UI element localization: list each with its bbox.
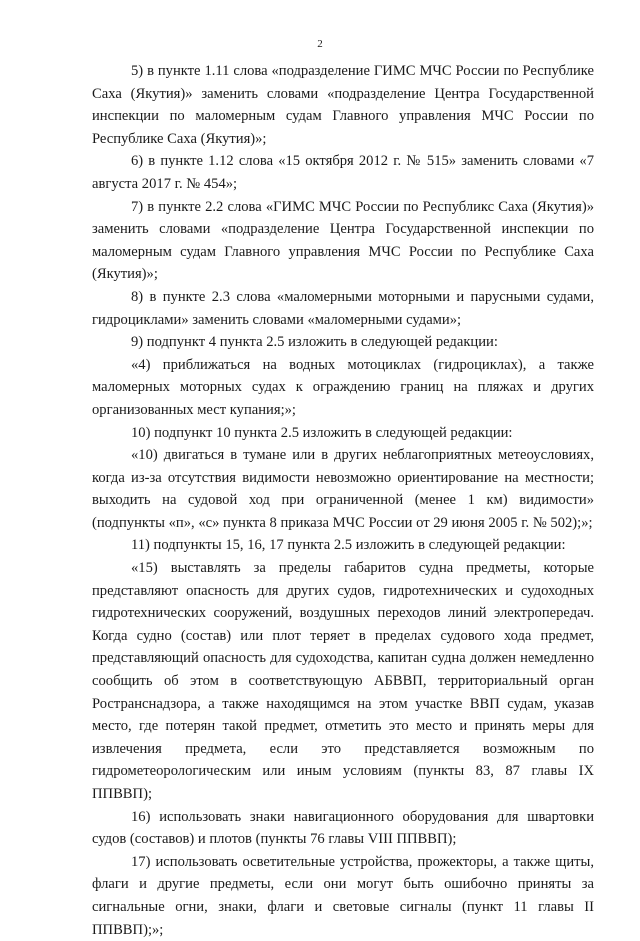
paragraph-item-9: 9) подпункт 4 пункта 2.5 изложить в следующей редакции: [131,334,498,351]
paragraph-item-10: 10) подпункт 10 пункта 2.5 изложить в следующей редакции: [131,424,513,441]
paragraph-subitem-10: «10) двигаться в тумане или в других неблагоприятных метеоусловиях, когда из-за отсутствия видимости невозможно ориентирование на местности; выходить на судовой ход при ограниченной (менее 1 км) видимости» (подпункты «п», «с» пункта 8 приказа МЧС России от 29 июня 2005 г. № 502);»; [92,447,594,531]
paragraph-item-8: 8) в пункте 2.3 слова «маломерными моторными и парусными судами, гидроциклами» заменить словами «маломерными судами»; [92,288,594,328]
document-body [92,60,594,941]
page-number: 2 [317,38,323,50]
paragraph-item-5: 5) в пункте 1.11 слова «подразделение ГИМС МЧС России по Республике Саха (Якутия)» заменить словами «подразделение Центра Государственной инспекции по маломерным судам Главного управления МЧС России по Республике Саха (Якутия)»; [92,63,594,147]
paragraph-subitem-15: «15) выставлять за пределы габаритов судна предметы, которые представляют опасность для других судов, гидротехнических и судоходных гидротехнических сооружений, воздушных переходов линий электропередач. Когда судно (состав) или плот теряет в пределах судового хода предмет, представляющий опасность для судоходства, капитан судна должен немедленно сообщить об этом в соответствующую АБВВП, территориальный орган Ространснадзора, а также находящимся на этом участке ВВП судам, указав место, где потерян такой предмет, отметить это место и принять меры для извлечения предмета, если это представляется возможным по гидрометеорологическим или иным условиям (пункты 83, 87 главы IX ППВВП); [92,560,594,802]
paragraph-item-11: 11) подпункты 15, 16, 17 пункта 2.5 изложить в следующей редакции: [131,537,566,554]
paragraph-item-7: 7) в пункте 2.2 слова «ГИМС МЧС России по Республикс Саха (Якутия)» заменить словами «подразделение Центра Государственной инспекции по маломерным судам Главного управления МЧС России по Республике Саха (Якутия)»; [92,198,594,283]
paragraph-subitem-4: «4) приближаться на водных мотоциклах (гидроциклах), а также маломерных моторных судах к ограждению границ на пляжах и других организованных мест купания;»; [92,356,594,418]
paragraph-item-6: 6) в пункте 1.12 слова «15 октября 2012 г. № 515» заменить словами «7 августа 2017 г. № 454»; [92,153,594,192]
paragraph-subitem-17: 17) использовать осветительные устройства, прожекторы, а также щиты, флаги и другие предметы, если они могут быть ошибочно приняты за сигнальные огни, знаки, флаги и световые сигналы (пункт 11 главы II ППВВП);»; [92,853,594,938]
paragraph-subitem-16: 16) использовать знаки навигационного оборудования для швартовки судов (составов) и плотов (пункты 76 главы VIII ППВВП); [92,808,594,848]
